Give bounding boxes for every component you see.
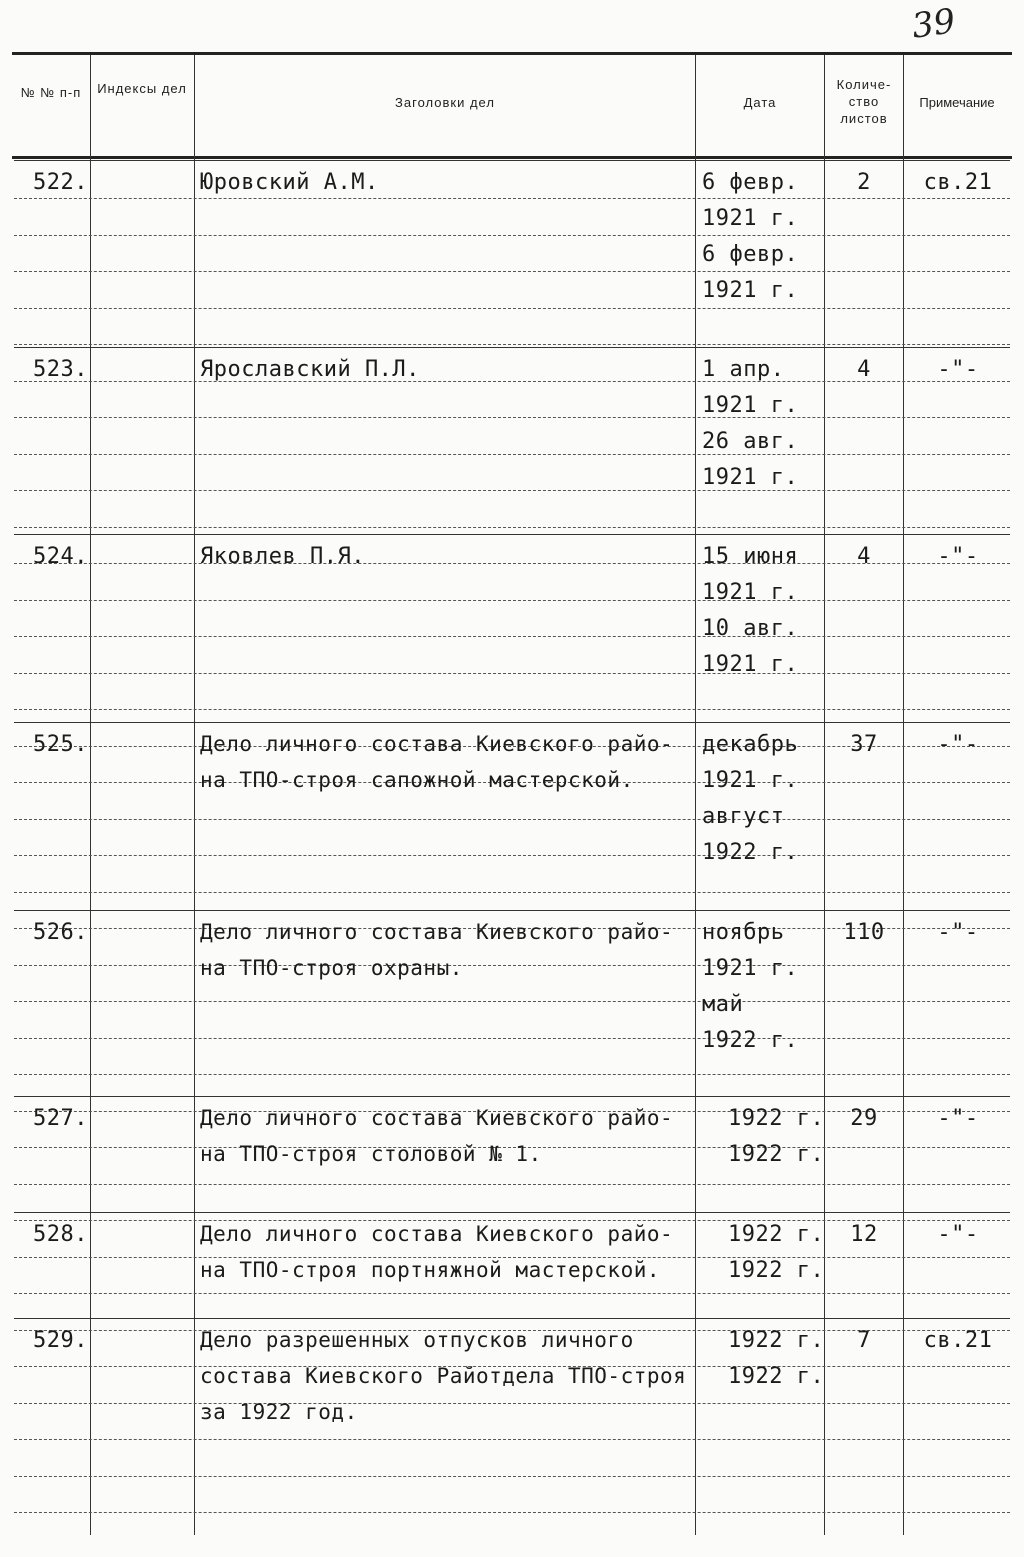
ruled-line: [14, 1074, 1010, 1075]
row-date-line: 1 апр.: [702, 357, 785, 382]
ruled-line: [14, 344, 1010, 345]
ruled-line: [14, 965, 1010, 966]
col-divider-2: [194, 55, 195, 1535]
row-date-line: 1922 г.: [728, 1142, 825, 1167]
ruled-line: [14, 308, 1010, 309]
ruled-line: [14, 1220, 1010, 1221]
row-date-line: 6 февр.: [702, 242, 799, 267]
row-number: 523.: [33, 357, 88, 382]
row-sheets: 7: [857, 1328, 871, 1353]
header-sheets: Количе- ство листов: [836, 77, 892, 126]
row-note: св.21: [923, 170, 993, 195]
header-index: Индексы дел: [97, 81, 187, 96]
row-sheets: 37: [850, 732, 878, 757]
row-title-line: Юровский А.М.: [200, 170, 379, 195]
row-note: -"-: [937, 1222, 979, 1247]
row-separator: [14, 722, 1010, 723]
page-number: 39: [909, 1, 958, 47]
row-date-line: 1922 г.: [702, 840, 799, 865]
header-num: № № п-п: [20, 85, 82, 100]
row-date-line: 1922 г.: [728, 1258, 825, 1283]
row-number: 528.: [33, 1222, 88, 1247]
row-date-line: май: [702, 992, 744, 1017]
row-title-line: состава Киевского Райотдела ТПО-строя: [200, 1364, 687, 1388]
row-date-line: 10 авг.: [702, 616, 799, 641]
row-title-line: Дело личного состава Киевского райо-: [200, 920, 674, 944]
ruled-line: [14, 1184, 1010, 1185]
row-date-line: 1922 г.: [728, 1106, 825, 1131]
row-number: 526.: [33, 920, 88, 945]
row-sheets: 4: [857, 357, 871, 382]
row-sheets: 29: [850, 1106, 878, 1131]
row-title-line: Яковлев П.Я.: [200, 544, 365, 569]
row-title-line: на ТПО-строя портняжной мастерской.: [200, 1258, 661, 1282]
table-top-border: [12, 52, 1012, 55]
row-title-line: на ТПО-строя столовой № 1.: [200, 1142, 542, 1166]
row-date-line: 1922 г.: [728, 1364, 825, 1389]
row-date-line: 1921 г.: [702, 278, 799, 303]
col-divider-5: [903, 55, 904, 1535]
ruled-line: [14, 271, 1010, 272]
row-title-line: Ярославский П.Л.: [200, 357, 420, 382]
ruled-line: [14, 673, 1010, 674]
row-number: 527.: [33, 1106, 88, 1131]
row-date-line: 1922 г.: [728, 1222, 825, 1247]
row-separator: [14, 534, 1010, 535]
row-note: -"-: [937, 544, 979, 569]
row-separator: [14, 1096, 1010, 1097]
row-sheets: 110: [843, 920, 885, 945]
row-title-line: за 1922 год.: [200, 1400, 358, 1424]
ruled-line: [14, 1293, 1010, 1294]
row-separator: [14, 1318, 1010, 1319]
row-date-line: 1921 г.: [702, 580, 799, 605]
ruled-line: [14, 490, 1010, 491]
ruled-line: [14, 855, 1010, 856]
row-title-line: на ТПО-строя охраны.: [200, 956, 463, 980]
row-date-line: 1921 г.: [702, 768, 799, 793]
row-date-line: 1921 г.: [702, 956, 799, 981]
ruled-line: [14, 454, 1010, 455]
header-bottom-border: [12, 156, 1012, 159]
row-separator: [14, 160, 1010, 161]
ruled-line: [14, 527, 1010, 528]
ruled-line: [14, 892, 1010, 893]
row-date-line: 1921 г.: [702, 206, 799, 231]
row-date-line: 1921 г.: [702, 465, 799, 490]
row-date-line: декабрь: [702, 732, 799, 757]
ruled-line: [14, 1512, 1010, 1513]
ruled-line: [14, 198, 1010, 199]
ruled-line: [14, 600, 1010, 601]
row-date-line: 1921 г.: [702, 652, 799, 677]
row-title-line: Дело личного состава Киевского райо-: [200, 732, 674, 756]
row-separator: [14, 910, 1010, 911]
ruled-line: [14, 1038, 1010, 1039]
row-date-line: 6 февр.: [702, 170, 799, 195]
row-date-line: 1922 г.: [702, 1028, 799, 1053]
row-title-line: Дело личного состава Киевского райо-: [200, 1222, 674, 1246]
row-date-line: ноябрь: [702, 920, 785, 945]
row-number: 525.: [33, 732, 88, 757]
ruled-line: [14, 636, 1010, 637]
row-date-line: август: [702, 804, 785, 829]
row-date-line: 1922 г.: [728, 1328, 825, 1353]
row-date-line: 26 авг.: [702, 429, 799, 454]
row-title-line: на ТПО-строя сапожной мастерской.: [200, 768, 634, 792]
ruled-line: [14, 1001, 1010, 1002]
row-note: -"-: [937, 920, 979, 945]
row-date-line: 15 июня: [702, 544, 799, 569]
row-note: -"-: [937, 732, 979, 757]
row-sheets: 12: [850, 1222, 878, 1247]
row-sheets: 4: [857, 544, 871, 569]
row-number: 529.: [33, 1328, 88, 1353]
ruled-line: [14, 1403, 1010, 1404]
row-number: 524.: [33, 544, 88, 569]
row-number: 522.: [33, 170, 88, 195]
row-note: св.21: [923, 1328, 993, 1353]
ruled-line: [14, 819, 1010, 820]
row-date-line: 1921 г.: [702, 393, 799, 418]
ruled-line: [14, 417, 1010, 418]
row-separator: [14, 347, 1010, 348]
col-divider-3: [695, 55, 696, 1535]
ruled-line: [14, 1476, 1010, 1477]
header-note: Примечание: [919, 95, 995, 110]
row-note: -"-: [937, 357, 979, 382]
ruled-line: [14, 1439, 1010, 1440]
col-divider-4: [824, 55, 825, 1535]
row-title-line: Дело разрешенных отпусков личного: [200, 1328, 634, 1352]
row-sheets: 2: [857, 170, 871, 195]
row-title-line: Дело личного состава Киевского райо-: [200, 1106, 674, 1130]
row-note: -"-: [937, 1106, 979, 1131]
header-title: Заголовки дел: [395, 95, 495, 110]
row-separator: [14, 1212, 1010, 1213]
ruled-line: [14, 709, 1010, 710]
ruled-line: [14, 235, 1010, 236]
col-divider-1: [90, 55, 91, 1535]
header-date: Дата: [743, 95, 777, 110]
